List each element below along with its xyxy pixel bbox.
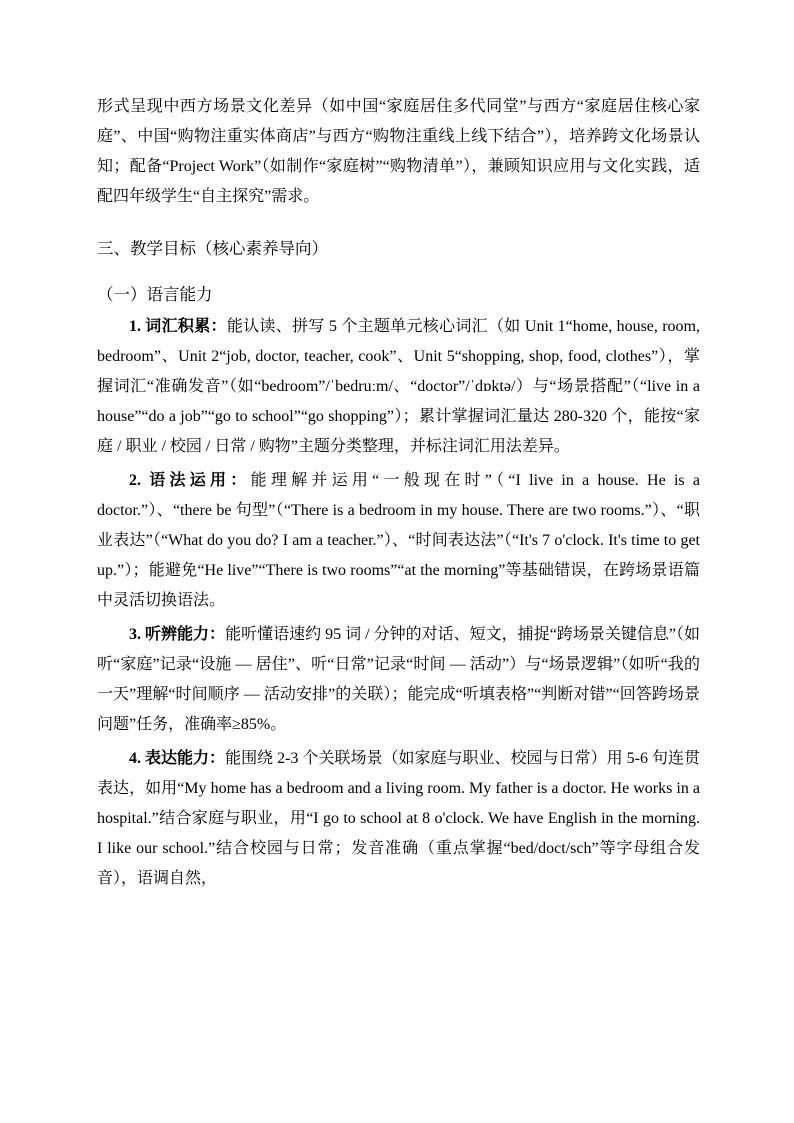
objective-item-text: 能听懂语速约 95 词 / 分钟的对话、短文，捕捉“跨场景关键信息”（如听“家庭”记录“设施 — 居住”、听“日常”记录“时间 — 活动”）与“场景逻辑”（如听“我的一天”理解“时间顺序 — 活动安排”的关联）；能完成“听填表格”“判断对错”“回答跨场景问题”任务，准确率≥85%。 <box>97 626 700 733</box>
objective-item-grammar <box>97 466 700 616</box>
objective-item-listening <box>97 620 700 740</box>
subsection-heading-language-ability: （一）语言能力 <box>97 285 213 304</box>
objective-item-vocabulary <box>97 312 700 462</box>
section-heading-teaching-objectives: 三、教学目标（核心素养导向） <box>97 239 328 258</box>
objective-item-text: 能理解并运用“一般现在时”（“I live in a house. He is a doctor.”）、“there be 句型”（“There is a bedroom in my house. There are two rooms.”）、“职业表达”（“What do you do? I am a teacher.”）、“时间表达法”（“It's 7 o'clock. It's time to get up.”）；能避免“He live”“There is two rooms”“at the morning”等基础错误，在跨场景语篇中灵活切换语法。 <box>97 472 700 609</box>
intro-paragraph: 形式呈现中西方场景文化差异（如中国“家庭居住多代同堂”与西方“家庭居住核心家庭”、中国“购物注重实体商店”与西方“购物注重线上线下结合”），培养跨文化场景认知；配备“Project Work”（如制作“家庭树”“购物清单”），兼顾知识应用与文化实践，适配四年级学生“自主探究”需求。 <box>97 98 700 205</box>
objective-item-text: 能认读、拼写 5 个主题单元核心词汇（如 Unit 1“home, house, room, bedroom”、Unit 2“job, doctor, teacher, cook”、Unit 5“shopping, shop, food, clothes”），掌握词汇“准确发音”（如“bedroom”/ˈbedruːm/、“doctor”/ˈdɒktə/）与“场景搭配”（“live in a house”“do a job”“go to school”“go shopping”）；累计掌握词汇量达 280-320 个，能按“家庭 / 职业 / 校园 / 日常 / 购物”主题分类整理，并标注词汇用法差异。 <box>97 318 700 455</box>
objective-item-speaking <box>97 744 700 894</box>
objective-item-title: 3. 听辨能力： <box>129 626 226 643</box>
document-body <box>97 92 700 898</box>
objective-item-title: 2. 语法运用： <box>129 472 251 489</box>
objective-item-text: 能围绕 2-3 个关联场景（如家庭与职业、校园与日常）用 5-6 句连贯表达，如用“My home has a bedroom and a living room. My father is a doctor. He works in a hospital.”结合家庭与职业，用“I go to school at 8 o'clock. We have English in the morning. I like our school.”结合校园与日常；发音准确（重点掌握“bed/doct/sch”等字母组合发音），语调自然， <box>97 750 700 887</box>
objective-item-title: 1. 词汇积累： <box>129 318 227 335</box>
objective-item-title: 4. 表达能力： <box>129 750 226 767</box>
